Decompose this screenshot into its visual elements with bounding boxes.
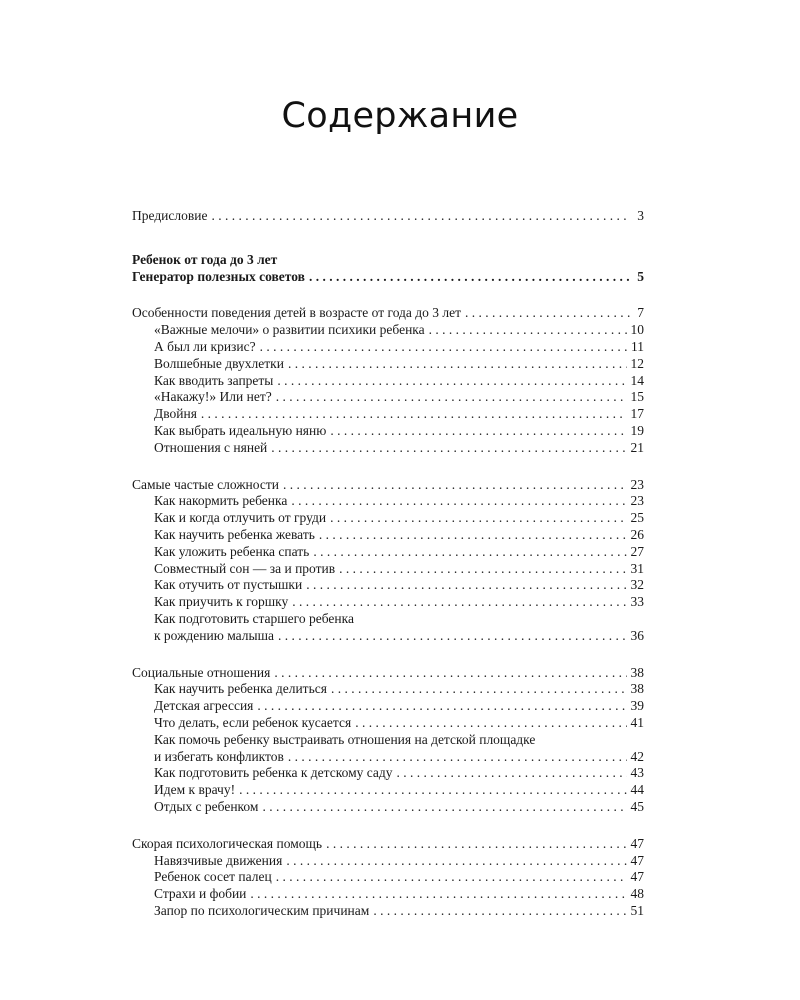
toc-page-number: 43 — [630, 765, 644, 781]
toc-entry-label: Совместный сон — за и против — [154, 560, 336, 576]
toc-leader-dots — [326, 836, 626, 853]
toc-entry — [132, 356, 644, 373]
toc-entry — [132, 389, 644, 406]
toc-page-number: 33 — [630, 594, 644, 610]
toc-entry-label: Генератор полезных советов — [132, 268, 305, 284]
toc-leader-dots — [239, 782, 626, 799]
toc-page-number: 15 — [630, 389, 644, 405]
toc-page-number: 32 — [630, 577, 644, 593]
toc-leader-dots — [262, 799, 626, 816]
toc-page-number: 38 — [630, 681, 644, 697]
toc-page-number: 19 — [630, 422, 644, 438]
toc-sections — [132, 285, 644, 919]
toc-leader-dots — [291, 493, 626, 510]
toc-leader-dots — [292, 594, 626, 611]
toc-leader-dots — [313, 544, 626, 561]
toc-page-number: 10 — [630, 322, 644, 338]
toc-leader-dots — [283, 477, 627, 494]
toc-leader-dots — [309, 269, 630, 286]
toc-entry — [132, 765, 644, 782]
toc-entry — [132, 869, 644, 886]
toc-leader-dots — [288, 356, 627, 373]
toc-entry — [132, 440, 644, 457]
toc-leader-dots — [319, 527, 627, 544]
toc-page-number: 39 — [630, 698, 644, 714]
toc-leader-dots — [278, 628, 627, 645]
toc-entry — [132, 628, 644, 645]
toc-entry — [132, 886, 644, 903]
toc-entry-label: и избегать конфликтов — [154, 748, 284, 764]
toc-part-title: Ребенок от года до 3 лет — [132, 251, 278, 267]
toc-page-number: 36 — [630, 627, 644, 643]
toc-entry-label: Отношения с няней — [154, 439, 268, 455]
toc-leader-dots — [276, 869, 627, 886]
toc-page-number: 14 — [630, 372, 644, 388]
toc-entry-label: Особенности поведения детей в возрасте от года до 3 лет — [132, 305, 462, 321]
toc-leader-dots — [271, 440, 626, 457]
toc-entry-label: Страхи и фобии — [154, 886, 247, 902]
toc-entry — [132, 373, 644, 390]
toc-leader-dots — [250, 886, 626, 903]
toc-entry-label: Волшебные двухлетки — [154, 355, 284, 371]
toc-page-number: 48 — [630, 886, 644, 902]
toc-entry — [132, 903, 644, 920]
toc-page-number: 17 — [630, 406, 644, 422]
toc-leader-dots — [331, 681, 627, 698]
toc-page-number: 38 — [630, 664, 644, 680]
toc-page-number: 5 — [637, 268, 644, 284]
table-of-contents — [132, 208, 644, 920]
toc-entry — [132, 561, 644, 578]
toc-entry — [132, 799, 644, 816]
toc-leader-dots — [286, 853, 626, 870]
toc-page-number: 47 — [630, 852, 644, 868]
toc-entry — [132, 698, 644, 715]
toc-entry-label-line1: Как помочь ребенку выстраивать отношения на детской площадке — [154, 731, 536, 747]
toc-entry-label: Как выбрать идеальную няню — [154, 422, 327, 438]
toc-section-heading — [132, 665, 644, 682]
toc-entry-label: Идем к врачу! — [154, 782, 236, 798]
toc-page-number: 41 — [630, 714, 644, 730]
toc-entry — [132, 715, 644, 732]
toc-page-number: 7 — [637, 305, 644, 321]
toc-leader-dots — [339, 561, 626, 578]
toc-entry — [132, 544, 644, 561]
toc-entry-label: Как вводить запреты — [154, 372, 274, 388]
toc-entry — [132, 782, 644, 799]
toc-page-number: 47 — [630, 835, 644, 851]
toc-page-number: 25 — [630, 510, 644, 526]
toc-entry-label: Скорая психологическая помощь — [132, 835, 323, 851]
toc-entry-label: Детская агрессия — [154, 698, 254, 714]
toc-entry — [132, 423, 644, 440]
toc-entry-label: «Важные мелочи» о развитии психики ребенка — [154, 322, 425, 338]
toc-page-number: 3 — [637, 208, 644, 223]
toc-leader-dots — [330, 510, 626, 527]
toc-leader-dots — [373, 903, 626, 920]
page-title: Содержание — [281, 96, 519, 136]
toc-leader-dots — [274, 665, 626, 682]
toc-entry-label: Самые частые сложности — [132, 476, 279, 492]
toc-entry-label: Как научить ребенка жевать — [154, 526, 315, 542]
toc-page-number: 31 — [630, 560, 644, 576]
toc-entry — [132, 339, 644, 356]
toc-page-number: 45 — [630, 798, 644, 814]
toc-leader-dots — [277, 373, 626, 390]
toc-entry — [132, 493, 644, 510]
toc-leader-dots — [465, 305, 630, 322]
toc-entry-preface — [132, 208, 644, 225]
toc-entry — [132, 749, 644, 766]
toc-entry — [132, 510, 644, 527]
toc-leader-dots — [306, 577, 626, 594]
toc-entry-label: Как подготовить ребенка к детскому саду — [154, 765, 393, 781]
toc-entry-label: Как научить ребенка делиться — [154, 681, 327, 697]
toc-section-heading — [132, 836, 644, 853]
toc-entry — [132, 594, 644, 611]
toc-entry — [132, 853, 644, 870]
toc-leader-dots — [429, 322, 627, 339]
toc-page-number: 12 — [630, 355, 644, 371]
toc-leader-dots — [397, 765, 627, 782]
toc-entry-label: Ребенок сосет палец — [154, 869, 272, 885]
toc-entry — [132, 681, 644, 698]
toc-entry-label: Социальные отношения — [132, 664, 271, 680]
toc-leader-dots — [211, 208, 630, 225]
toc-entry — [132, 577, 644, 594]
toc-entry-label: Как приучить к горшку — [154, 594, 289, 610]
toc-entry-label-line1: Как подготовить старшего ребенка — [154, 610, 354, 626]
toc-leader-dots — [257, 698, 626, 715]
toc-entry — [132, 406, 644, 423]
toc-leader-dots — [276, 389, 627, 406]
toc-page-number: 51 — [630, 902, 644, 918]
toc-entry-label: Как накормить ребенка — [154, 493, 288, 509]
toc-section-heading — [132, 305, 644, 322]
toc-entry — [132, 322, 644, 339]
toc-entry-label: Отдых с ребенком — [154, 798, 259, 814]
toc-entry-label: Как уложить ребенка спать — [154, 543, 310, 559]
toc-page-number: 27 — [630, 543, 644, 559]
toc-page-number: 21 — [630, 439, 644, 455]
toc-page-number: 42 — [630, 748, 644, 764]
toc-leader-dots — [288, 749, 627, 766]
toc-section-heading — [132, 477, 644, 494]
toc-entry-label: Как отучить от пустышки — [154, 577, 303, 593]
toc-entry-label: к рождению малыша — [154, 627, 274, 643]
toc-leader-dots — [260, 339, 627, 356]
toc-entry — [132, 527, 644, 544]
toc-entry-label: Двойня — [154, 406, 197, 422]
toc-page-number: 23 — [630, 493, 644, 509]
toc-leader-dots — [355, 715, 626, 732]
toc-entry-label: Предисловие — [132, 208, 208, 223]
toc-entry-label: Запор по психологическим причинам — [154, 902, 370, 918]
toc-page-number: 11 — [631, 338, 644, 354]
toc-leader-dots — [201, 406, 627, 423]
toc-page-number: 47 — [630, 869, 644, 885]
toc-entry-label: Навязчивые движения — [154, 852, 283, 868]
toc-entry-label: Что делать, если ребенок кусается — [154, 714, 352, 730]
toc-entry-part — [132, 269, 644, 286]
toc-page-number: 23 — [630, 476, 644, 492]
toc-entry-label: А был ли кризис? — [154, 338, 256, 354]
toc-page-number: 44 — [630, 782, 644, 798]
toc-entry-label: Как и когда отлучить от груди — [154, 510, 327, 526]
toc-page-number: 26 — [630, 526, 644, 542]
toc-leader-dots — [330, 423, 626, 440]
toc-entry-label: «Накажу!» Или нет? — [154, 389, 272, 405]
